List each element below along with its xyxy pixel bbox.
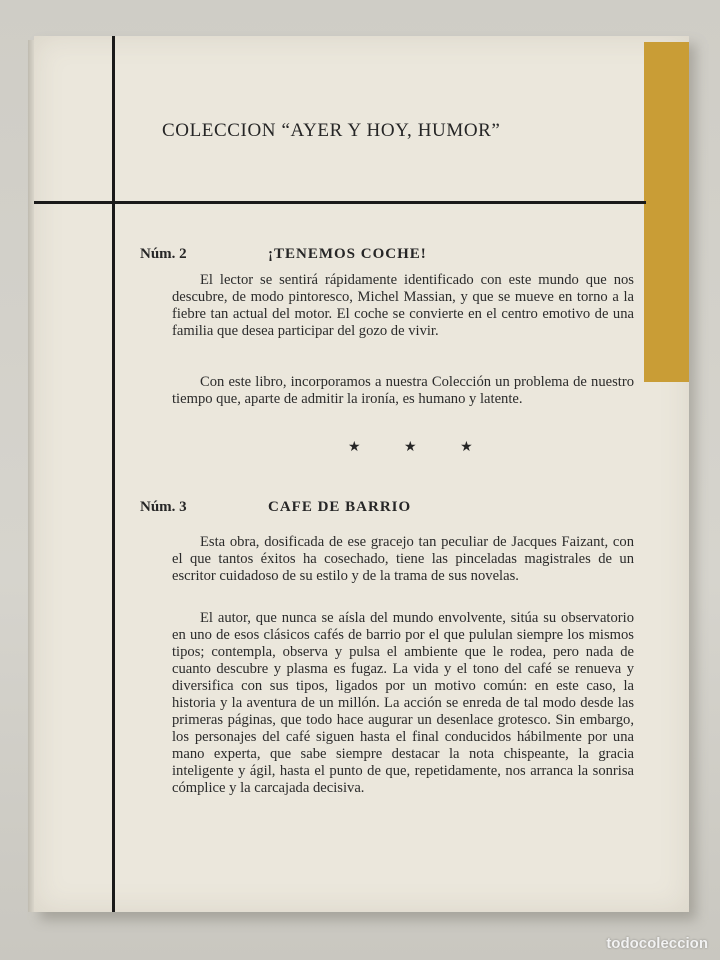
book3-paragraph-1: Esta obra, dosificada de ese gracejo tan peculiar de Jacques Faizant, con el que tantos éxitos ha cosechado, tiene las pinceladas magistrales de un escritor cuidadoso de su estilo y de la trama de sus novelas. xyxy=(172,534,634,584)
book3-number: Núm. 3 xyxy=(140,499,187,515)
section-separator-stars: ★ ★ ★ xyxy=(348,440,493,455)
book2-title: ¡TENEMOS COCHE! xyxy=(268,246,427,262)
gold-accent-bar xyxy=(644,42,689,382)
book3-paragraph-2: El autor, que nunca se aísla del mundo envolvente, sitúa su observatorio en uno de esos clásicos cafés de barrio por el que pululan siempre los mismos tipos; contempla, observa y pulsa el ambiente que le rodea, pero nada de cuanto descubre y plasma es fugaz. La vida y el tono del café se renueva y diversifica con sus tipos, ligados por un motivo común: en este caso, la historia y la aventura de un millón. La acción se enreda de tal modo desde las primeras páginas, que todo hace augurar un desenlace grotesco. Sin embargo, los personajes del café siguen hasta el final conducidos hábilmente por una mano experta, que sabe siempre destacar la nota chispeante, la gracia inteligente y ágil, hasta el punto de que, repetidamente, nos arranca la sonrisa cómplice y la carcajada decisiva. xyxy=(172,610,634,796)
book3-title: CAFE DE BARRIO xyxy=(268,499,412,515)
horizontal-rule xyxy=(34,201,646,204)
watermark-logo: todocoleccion xyxy=(606,935,708,952)
book2-paragraph-1: El lector se sentirá rápidamente identificado con este mundo que nos descubre, de modo pintoresco, Michel Massian, y que se mueve en torno a la fiebre tan actual del motor. El coche se convierte en el centro emotivo de una familia que desea participar del gozo de vivir. xyxy=(172,272,634,339)
book2-paragraph-2: Con este libro, incorporamos a nuestra Colección un problema de nuestro tiempo que, aparte de admitir la ironía, es humano y latente. xyxy=(172,374,634,407)
book2-number: Núm. 2 xyxy=(140,246,187,262)
collection-title: COLECCION “AYER Y HOY, HUMOR” xyxy=(162,120,501,141)
vertical-rule xyxy=(112,36,115,912)
